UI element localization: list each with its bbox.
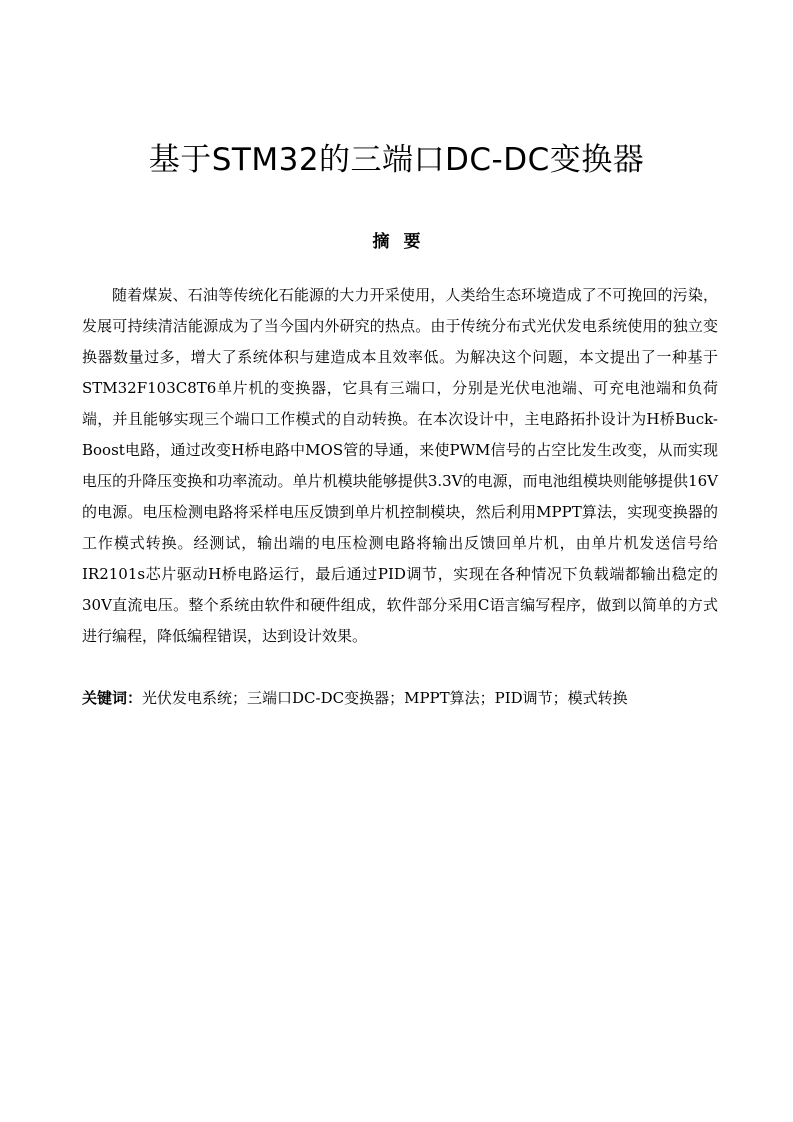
abstract-body: 随着煤炭、石油等传统化石能源的大力开采使用，人类给生态环境造成了不可挽回的污染，发展可持续清洁能源成为了当今国内外研究的热点。由于传统分布式光伏发电系统使用的独立变换器数量过多，增大了系统体积与建造成本且效率低。为解决这个问题，本文提出了一种基于STM32F103C8T6单片机的变换器，它具有三端口，分别是光伏电池端、可充电池端和负荷端，并且能够实现三个端口工作模式的自动转换。在本次设计中，主电路拓扑设计为H桥Buck-Boost电路，通过改变H桥电路中MOS管的导通，来使PWM信号的占空比发生改变，从而实现电压的升降压变换和功率流动。单片机模块能够提供3.3V的电源，而电池组模块则能够提供16V的电源。电压检测电路将采样电压反馈到单片机控制模块，然后利用MPPT算法，实现变换器的工作模式转换。经测试，输出端的电压检测电路将输出反馈回单片机，由单片机发送信号给IR2101s芯片驱动H桥电路运行，最后通过PID调节，实现在各种情况下负载端都输出稳定的30V直流电压。整个系统由软件和硬件组成，软件部分采用C语言编写程序，做到以简单的方式进行编程，降低编程错误，达到设计效果。 [82, 286, 718, 645]
keywords-label: 关键词： [82, 689, 143, 707]
paper-title: 基于STM32的三端口DC-DC变换器 [148, 142, 645, 178]
keywords-line [82, 684, 718, 712]
keywords-text: 光伏发电系统；三端口DC-DC变换器；MPPT算法；PID调节；模式转换 [142, 689, 628, 707]
abstract-heading: 摘要 [372, 232, 435, 252]
